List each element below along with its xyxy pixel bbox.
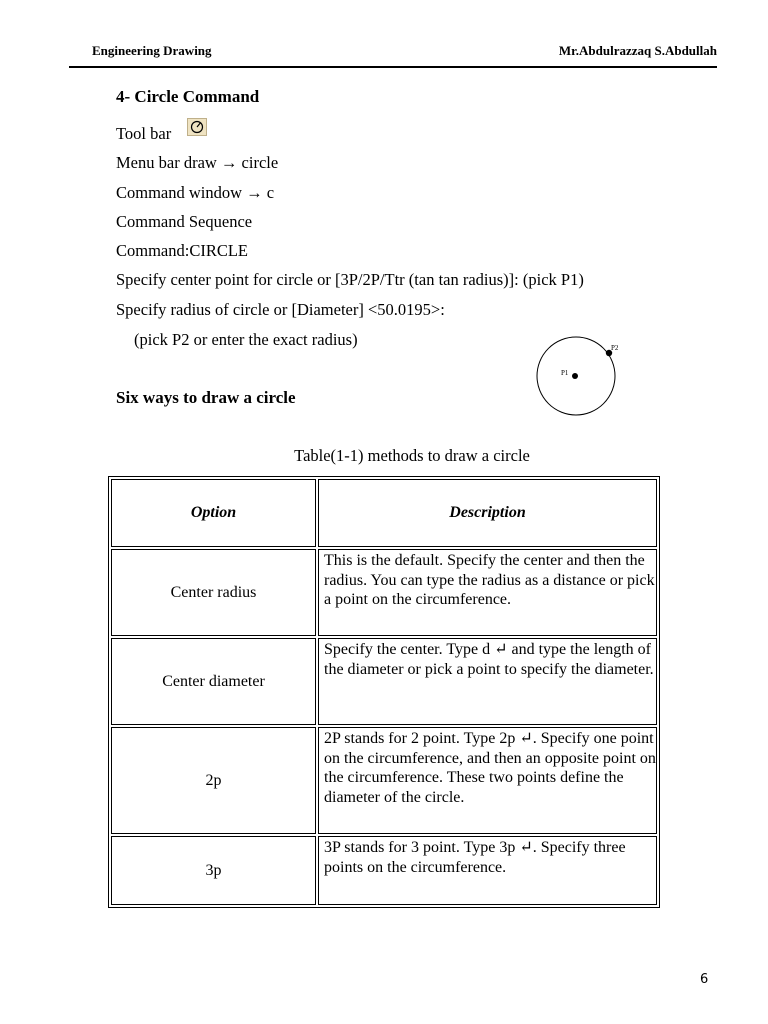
description-cell: Specify the center. Type d ↵ and type the length of the diameter or pick a point to specify the diameter. <box>318 638 657 725</box>
six-ways-heading: Six ways to draw a circle <box>116 388 296 407</box>
p1-label: P1 <box>561 369 569 377</box>
header-option: Option <box>111 479 316 547</box>
header-description: Description <box>318 479 657 547</box>
header-author: Mr.Abdulrazzaq S.Abdullah <box>558 43 717 58</box>
option-cell: 2p <box>111 727 316 834</box>
header-course-title: Engineering Drawing <box>92 43 212 58</box>
table-row <box>111 549 657 636</box>
table-header-row <box>111 479 657 547</box>
menu-prefix: Menu <box>116 153 159 172</box>
command-sequence-label: Command Sequence <box>116 212 253 231</box>
table-row <box>111 727 657 834</box>
menu-path-line <box>116 153 278 173</box>
point-p1 <box>572 373 578 379</box>
prompt-pick: (pick P2 or enter the exact radius) <box>134 330 358 349</box>
circle-diagram <box>530 333 630 419</box>
table-caption: Table(1-1) methods to draw a circle <box>294 446 530 465</box>
prompt-center: Specify center point for circle or [3P/2P/Ttr (tan tan radius)]: (pick P1) <box>116 270 584 289</box>
description-cell: 3P stands for 3 point. Type 3p ↵. Specify three points on the circumference. <box>318 836 657 905</box>
circle-command-icon <box>187 118 207 136</box>
menu-path: bar draw → circle <box>158 153 279 172</box>
command-window-value: → c <box>246 183 275 202</box>
toolbar-label: Tool bar <box>116 124 172 143</box>
p2-label: P2 <box>611 344 619 352</box>
page-number: 6 <box>700 972 709 987</box>
command-window-line <box>116 183 274 203</box>
option-cell: Center radius <box>111 549 316 636</box>
option-cell: 3p <box>111 836 316 905</box>
option-cell: Center diameter <box>111 638 316 725</box>
description-cell: 2P stands for 2 point. Type 2p ↵. Specify one point on the circumference, and then an opposite point on the circumference. These two points define the diameter of the circle. <box>318 727 657 834</box>
prompt-radius: Specify radius of circle or [Diameter] <50.0195>: <box>116 300 445 319</box>
section-title: 4- Circle Command <box>116 87 260 106</box>
command-name: Command:CIRCLE <box>116 241 248 260</box>
table-row <box>111 638 657 725</box>
table-row <box>111 836 657 905</box>
methods-table <box>108 476 660 908</box>
description-cell: This is the default. Specify the center and then the radius. You can type the radius as a distance or pick a point on the circumference. <box>318 549 657 636</box>
command-window-label: Command window <box>116 183 243 202</box>
page-header <box>69 0 717 68</box>
